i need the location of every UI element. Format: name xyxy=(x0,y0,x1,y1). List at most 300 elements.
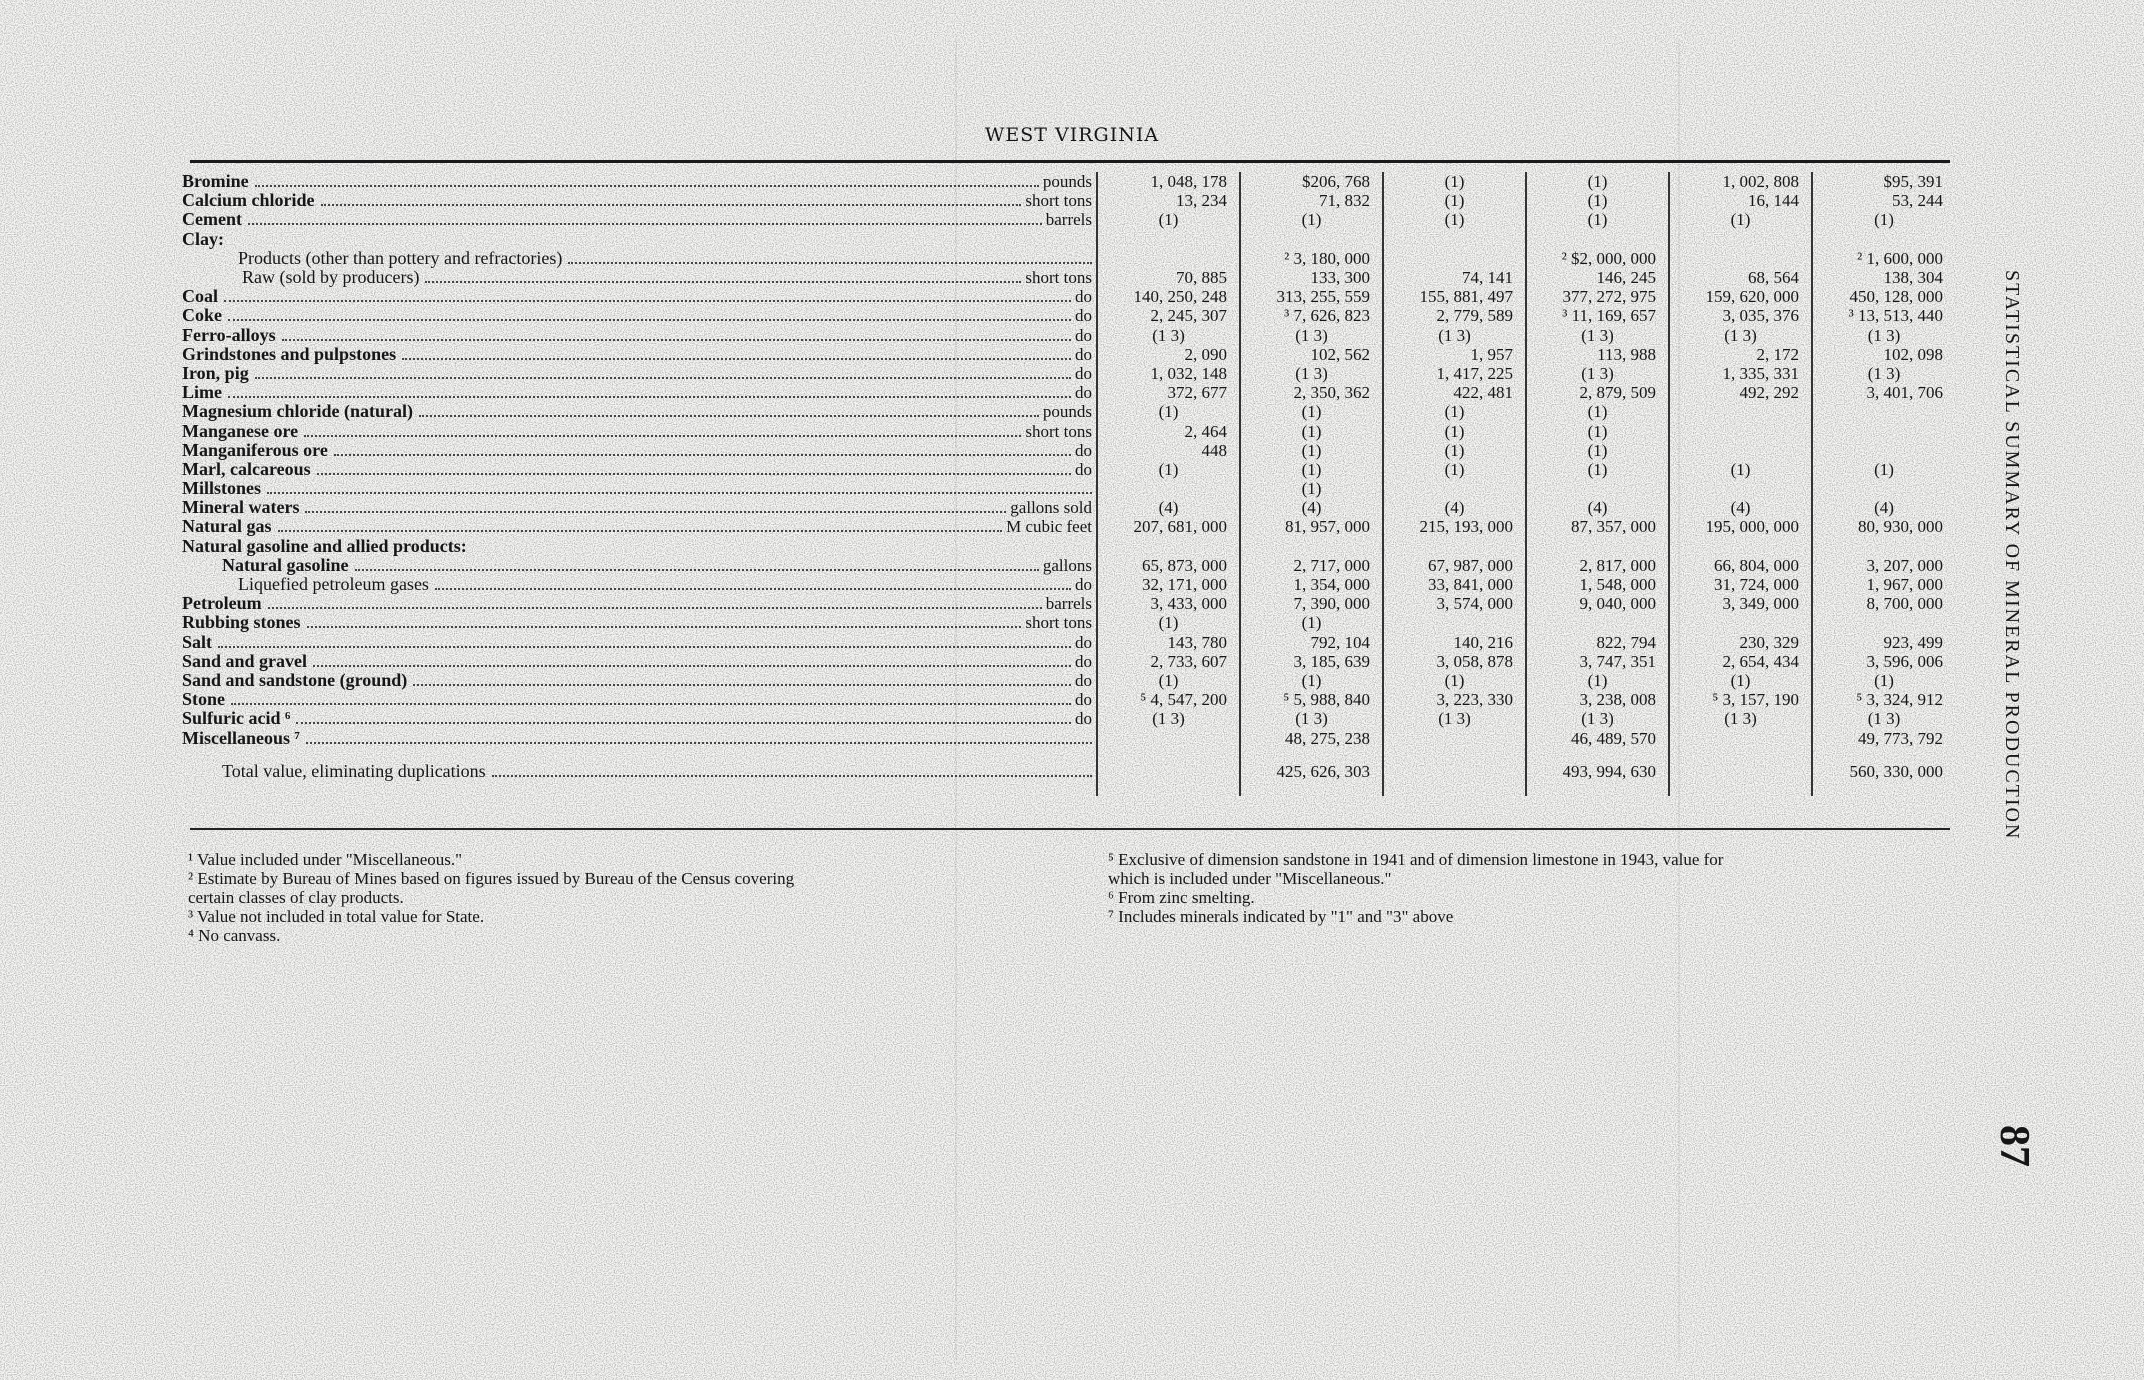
dot-leader xyxy=(248,223,1042,225)
table-cell: (1) xyxy=(1669,210,1812,229)
table-cell: 1, 548, 000 xyxy=(1526,575,1669,594)
footnote-line: ⁶ From zinc smelting. xyxy=(1108,888,1255,907)
row-label: Liquefied petroleum gases xyxy=(238,574,429,595)
table-cell: 195, 000, 000 xyxy=(1669,517,1812,536)
table-row xyxy=(182,306,1955,325)
table-cell: 2, 879, 509 xyxy=(1526,383,1669,402)
table-cell: ⁵ 4, 547, 200 xyxy=(1097,690,1240,709)
table-cell: (4) xyxy=(1669,498,1812,517)
footnote-line: certain classes of clay products. xyxy=(188,888,404,907)
table-cell: (1) xyxy=(1383,671,1526,690)
table-cell: 49, 773, 792 xyxy=(1812,728,1955,747)
table-cell: (1) xyxy=(1526,421,1669,440)
table-cell: 3, 035, 376 xyxy=(1669,306,1812,325)
page-title: WEST VIRGINIA xyxy=(984,124,1160,146)
table-cell: 3, 574, 000 xyxy=(1383,594,1526,613)
row-unit: short tons xyxy=(1025,613,1092,633)
table-cell: 2, 717, 000 xyxy=(1240,556,1383,575)
table-cell: 159, 620, 000 xyxy=(1669,287,1812,306)
table-cell: (4) xyxy=(1526,498,1669,517)
table-row xyxy=(182,210,1955,229)
dot-leader xyxy=(568,262,1092,264)
footnote-line: ⁷ Includes minerals indicated by "1" and "3" above xyxy=(1108,907,1454,926)
table-cell: 560, 330, 000 xyxy=(1812,748,1955,796)
table-cell: (1) xyxy=(1097,402,1240,421)
table-row xyxy=(182,594,1955,613)
table-cell xyxy=(1526,230,1669,249)
table-cell: 71, 832 xyxy=(1240,191,1383,210)
table-cell: 2, 090 xyxy=(1097,345,1240,364)
table-cell xyxy=(1812,230,1955,249)
row-label: Sand and sandstone (ground) xyxy=(182,670,408,690)
table-row xyxy=(182,575,1955,594)
row-unit: do xyxy=(1075,363,1092,383)
footnote-rule xyxy=(190,828,1950,830)
table-cell: (1) xyxy=(1383,210,1526,229)
row-label: Natural gasoline and allied products: xyxy=(182,536,467,556)
table-cell: 3, 185, 639 xyxy=(1240,652,1383,671)
table-cell: 3, 058, 878 xyxy=(1383,652,1526,671)
row-unit: M cubic feet xyxy=(1006,517,1092,537)
table-cell: 3, 401, 706 xyxy=(1812,383,1955,402)
total-row xyxy=(182,748,1955,796)
table-cell: (1) xyxy=(1383,460,1526,479)
table-cell: (1) xyxy=(1812,210,1955,229)
top-rule xyxy=(190,160,1950,163)
table-row xyxy=(182,479,1955,498)
row-unit: do xyxy=(1075,325,1092,345)
table-cell: 1, 002, 808 xyxy=(1669,172,1812,191)
table-cell: 2, 350, 362 xyxy=(1240,383,1383,402)
row-label: Cement xyxy=(182,210,242,230)
dot-leader xyxy=(304,435,1021,437)
table-cell xyxy=(1383,249,1526,268)
table-cell: (1 3) xyxy=(1812,709,1955,728)
table-cell: (1 3) xyxy=(1526,709,1669,728)
table-cell xyxy=(1383,748,1526,796)
table-cell xyxy=(1669,441,1812,460)
table-cell: (1) xyxy=(1526,210,1669,229)
table-cell: (1) xyxy=(1669,671,1812,690)
table-cell: (1 3) xyxy=(1383,326,1526,345)
footnote-line: ³ Value not included in total value for State. xyxy=(188,907,485,926)
table-cell: 8, 700, 000 xyxy=(1812,594,1955,613)
row-label: Total value, eliminating duplications xyxy=(222,761,486,782)
row-unit: short tons xyxy=(1025,191,1092,211)
footnote-line: ⁵ Exclusive of dimension sandstone in 1941 and of dimension limestone in 1943, value for xyxy=(1108,850,1724,869)
row-unit: gallons xyxy=(1042,555,1092,575)
table-cell xyxy=(1526,613,1669,632)
table-cell: 133, 300 xyxy=(1240,268,1383,287)
table-cell xyxy=(1383,613,1526,632)
table-row xyxy=(182,191,1955,210)
table-cell: (4) xyxy=(1240,498,1383,517)
dot-leader xyxy=(435,588,1071,590)
table-row xyxy=(182,728,1955,747)
table-cell: 48, 275, 238 xyxy=(1240,728,1383,747)
table-cell: 1, 417, 225 xyxy=(1383,364,1526,383)
table-cell: 792, 104 xyxy=(1240,633,1383,652)
dot-leader xyxy=(306,742,1092,744)
table-cell: 7, 390, 000 xyxy=(1240,594,1383,613)
table-cell: 3, 747, 351 xyxy=(1526,652,1669,671)
table-cell: (1) xyxy=(1240,479,1383,498)
table-cell: 140, 250, 248 xyxy=(1097,287,1240,306)
table-row xyxy=(182,287,1955,306)
table-cell xyxy=(1097,748,1240,796)
table-row xyxy=(182,460,1955,479)
table-cell: (1) xyxy=(1240,671,1383,690)
table-cell: 13, 234 xyxy=(1097,191,1240,210)
table-cell: (1 3) xyxy=(1240,326,1383,345)
row-unit: do xyxy=(1075,651,1092,671)
row-label: Ferro-alloys xyxy=(182,325,276,345)
table-cell: 493, 994, 630 xyxy=(1526,748,1669,796)
dot-leader xyxy=(268,607,1042,609)
table-cell xyxy=(1812,402,1955,421)
table-row xyxy=(182,652,1955,671)
table-cell: 67, 987, 000 xyxy=(1383,556,1526,575)
table-cell: 215, 193, 000 xyxy=(1383,517,1526,536)
row-unit: gallons sold xyxy=(1010,498,1092,518)
table-cell: 1, 032, 148 xyxy=(1097,364,1240,383)
table-cell: 140, 216 xyxy=(1383,633,1526,652)
table-cell: (1) xyxy=(1383,172,1526,191)
table-cell: 492, 292 xyxy=(1669,383,1812,402)
table-cell: (1) xyxy=(1526,172,1669,191)
table-cell: (1 3) xyxy=(1669,709,1812,728)
table-cell: (1 3) xyxy=(1240,709,1383,728)
row-unit: do xyxy=(1075,670,1092,690)
dot-leader xyxy=(278,530,1003,532)
table-cell: 2, 245, 307 xyxy=(1097,306,1240,325)
footnotes-left xyxy=(188,850,1068,945)
table-cell xyxy=(1669,230,1812,249)
table-cell: 87, 357, 000 xyxy=(1526,517,1669,536)
row-label: Lime xyxy=(182,383,222,403)
row-unit: pounds xyxy=(1042,172,1092,192)
dot-leader xyxy=(296,722,1071,724)
row-unit: do xyxy=(1075,440,1092,460)
row-label: Iron, pig xyxy=(182,363,249,383)
table-cell: (1) xyxy=(1097,613,1240,632)
table-row xyxy=(182,230,1955,249)
table-cell: 372, 677 xyxy=(1097,383,1240,402)
row-unit: do xyxy=(1075,690,1092,710)
row-unit: do xyxy=(1075,306,1092,326)
table-cell: (1) xyxy=(1812,460,1955,479)
row-label: Stone xyxy=(182,690,226,710)
table-cell xyxy=(1097,728,1240,747)
table-cell: 2, 172 xyxy=(1669,345,1812,364)
row-label: Rubbing stones xyxy=(182,613,301,633)
table-cell xyxy=(1240,537,1383,556)
table-cell: 3, 349, 000 xyxy=(1669,594,1812,613)
table-row xyxy=(182,556,1955,575)
table-cell: ³ 11, 169, 657 xyxy=(1526,306,1669,325)
row-label: Manganese ore xyxy=(182,421,299,441)
table-cell: 2, 464 xyxy=(1097,421,1240,440)
table-cell: 3, 596, 006 xyxy=(1812,652,1955,671)
table-cell: 74, 141 xyxy=(1383,268,1526,287)
table-cell xyxy=(1097,537,1240,556)
row-unit: do xyxy=(1075,459,1092,479)
table-row xyxy=(182,345,1955,364)
footnote-line: which is included under "Miscellaneous." xyxy=(1108,869,1392,888)
footnotes-right xyxy=(1108,850,1958,926)
row-label: Marl, calcareous xyxy=(182,459,311,479)
table-cell: 3, 207, 000 xyxy=(1812,556,1955,575)
table-cell: 3, 223, 330 xyxy=(1383,690,1526,709)
table-cell: 70, 885 xyxy=(1097,268,1240,287)
table-cell xyxy=(1383,230,1526,249)
table-cell: (1 3) xyxy=(1097,326,1240,345)
table-row xyxy=(182,172,1955,191)
table-cell: ⁵ 3, 157, 190 xyxy=(1669,690,1812,709)
table-cell xyxy=(1812,441,1955,460)
table-cell xyxy=(1097,230,1240,249)
dot-leader xyxy=(334,454,1071,456)
table-cell: 450, 128, 000 xyxy=(1812,287,1955,306)
table-cell: 2, 779, 589 xyxy=(1383,306,1526,325)
dot-leader xyxy=(413,684,1071,686)
table-cell: (1) xyxy=(1526,441,1669,460)
table-cell: (1) xyxy=(1669,460,1812,479)
row-label: Coal xyxy=(182,287,218,307)
row-label: Natural gas xyxy=(182,517,272,537)
table-cell xyxy=(1812,613,1955,632)
row-unit: short tons xyxy=(1025,421,1092,441)
table-row xyxy=(182,268,1955,287)
table-cell: 422, 481 xyxy=(1383,383,1526,402)
table-cell: 2, 654, 434 xyxy=(1669,652,1812,671)
table-cell: (1) xyxy=(1383,421,1526,440)
table-cell: 1, 354, 000 xyxy=(1240,575,1383,594)
table-cell xyxy=(1669,613,1812,632)
table-cell: ² 3, 180, 000 xyxy=(1240,249,1383,268)
table-cell: 46, 489, 570 xyxy=(1526,728,1669,747)
table-cell xyxy=(1526,479,1669,498)
table-cell: (1) xyxy=(1383,402,1526,421)
row-unit: pounds xyxy=(1042,402,1092,422)
table-row xyxy=(182,498,1955,517)
table-cell: 32, 171, 000 xyxy=(1097,575,1240,594)
table-cell: (4) xyxy=(1812,498,1955,517)
mineral-table xyxy=(182,172,1954,796)
table-cell: (1) xyxy=(1240,613,1383,632)
table-row xyxy=(182,326,1955,345)
row-label: Grindstones and pulpstones xyxy=(182,344,397,364)
table-row xyxy=(182,709,1955,728)
dot-leader xyxy=(231,703,1071,705)
dot-leader xyxy=(425,281,1021,283)
dot-leader xyxy=(355,569,1039,571)
table-cell: (1 3) xyxy=(1812,364,1955,383)
table-cell: 377, 272, 975 xyxy=(1526,287,1669,306)
row-label: Mineral waters xyxy=(182,498,300,518)
table-cell: $95, 391 xyxy=(1812,172,1955,191)
table-cell: (1) xyxy=(1526,191,1669,210)
table-cell: (1) xyxy=(1812,671,1955,690)
table-row xyxy=(182,690,1955,709)
table-cell xyxy=(1526,537,1669,556)
table-cell: 53, 244 xyxy=(1812,191,1955,210)
row-unit: barrels xyxy=(1045,594,1092,614)
table-cell: 822, 794 xyxy=(1526,633,1669,652)
dot-leader xyxy=(267,492,1092,494)
row-label: Sand and gravel xyxy=(182,651,308,671)
dot-leader xyxy=(224,300,1071,302)
table-cell: 65, 873, 000 xyxy=(1097,556,1240,575)
row-label: Magnesium chloride (natural) xyxy=(182,402,413,422)
table-cell: 16, 144 xyxy=(1669,191,1812,210)
table-row xyxy=(182,633,1955,652)
table-cell: 1, 957 xyxy=(1383,345,1526,364)
dot-leader xyxy=(255,185,1039,187)
table-cell: (1) xyxy=(1240,210,1383,229)
footnote-line: ⁴ No canvass. xyxy=(188,926,281,945)
table-cell xyxy=(1097,249,1240,268)
dot-leader xyxy=(218,646,1071,648)
table-cell xyxy=(1812,421,1955,440)
table-row xyxy=(182,671,1955,690)
table-cell: ² $2, 000, 000 xyxy=(1526,249,1669,268)
row-label: Clay: xyxy=(182,229,224,249)
table-cell: ⁵ 3, 324, 912 xyxy=(1812,690,1955,709)
table-cell xyxy=(1669,249,1812,268)
row-label: Coke xyxy=(182,306,222,326)
row-unit: do xyxy=(1075,709,1092,729)
table-cell: (1 3) xyxy=(1526,364,1669,383)
dot-leader xyxy=(305,511,1006,513)
table-cell xyxy=(1812,537,1955,556)
table-cell: 1, 967, 000 xyxy=(1812,575,1955,594)
table-cell xyxy=(1669,479,1812,498)
footnote-line: ¹ Value included under "Miscellaneous." xyxy=(188,850,463,869)
table-cell: (1) xyxy=(1240,402,1383,421)
table-cell: 138, 304 xyxy=(1812,268,1955,287)
table-cell: (1) xyxy=(1383,191,1526,210)
table-cell: (4) xyxy=(1383,498,1526,517)
dot-leader xyxy=(317,473,1071,475)
row-unit: do xyxy=(1075,344,1092,364)
table-cell: 425, 626, 303 xyxy=(1240,748,1383,796)
table-row xyxy=(182,537,1955,556)
dot-leader xyxy=(419,415,1039,417)
table-row xyxy=(182,383,1955,402)
dot-leader xyxy=(313,665,1071,667)
dot-leader xyxy=(492,775,1092,777)
table-cell: 80, 930, 000 xyxy=(1812,517,1955,536)
footnote-line: ² Estimate by Bureau of Mines based on figures issued by Bureau of the Census covering xyxy=(188,869,795,888)
table-cell: 3, 433, 000 xyxy=(1097,594,1240,613)
row-label: Millstones xyxy=(182,479,261,499)
row-label: Salt xyxy=(182,632,213,652)
table-cell: 923, 499 xyxy=(1812,633,1955,652)
table-cell: (1) xyxy=(1097,460,1240,479)
row-unit: do xyxy=(1075,287,1092,307)
row-unit: do xyxy=(1075,575,1092,595)
table-cell xyxy=(1812,479,1955,498)
row-label: Raw (sold by producers) xyxy=(242,267,420,288)
table-cell: (1 3) xyxy=(1669,326,1812,345)
table-cell xyxy=(1669,537,1812,556)
table-cell: $206, 768 xyxy=(1240,172,1383,191)
table-cell xyxy=(1669,421,1812,440)
table-cell: 1, 048, 178 xyxy=(1097,172,1240,191)
table-cell: 9, 040, 000 xyxy=(1526,594,1669,613)
dot-leader xyxy=(282,339,1071,341)
table-cell xyxy=(1383,479,1526,498)
table-cell: ² 1, 600, 000 xyxy=(1812,249,1955,268)
table-cell: 33, 841, 000 xyxy=(1383,575,1526,594)
table-cell: (1 3) xyxy=(1097,709,1240,728)
row-label: Manganiferous ore xyxy=(182,440,328,460)
table-cell xyxy=(1669,748,1812,796)
table-row xyxy=(182,613,1955,632)
table-row xyxy=(182,421,1955,440)
table-cell: 155, 881, 497 xyxy=(1383,287,1526,306)
table-cell: 102, 562 xyxy=(1240,345,1383,364)
table-cell xyxy=(1669,402,1812,421)
row-label: Natural gasoline xyxy=(222,555,349,575)
table-cell: (1 3) xyxy=(1526,326,1669,345)
page-number: 87 xyxy=(1991,1125,2037,1167)
table-cell: 313, 255, 559 xyxy=(1240,287,1383,306)
row-unit: barrels xyxy=(1045,210,1092,230)
table-cell: 102, 098 xyxy=(1812,345,1955,364)
table-cell: (1) xyxy=(1526,460,1669,479)
row-label: Sulfuric acid ⁶ xyxy=(182,709,291,729)
table-cell: 448 xyxy=(1097,441,1240,460)
table-cell: ³ 13, 513, 440 xyxy=(1812,306,1955,325)
table-row xyxy=(182,441,1955,460)
table-cell: (4) xyxy=(1097,498,1240,517)
table-cell: ³ 7, 626, 823 xyxy=(1240,306,1383,325)
table-cell: 230, 329 xyxy=(1669,633,1812,652)
table-cell: (1) xyxy=(1526,402,1669,421)
table-cell: 2, 733, 607 xyxy=(1097,652,1240,671)
table-cell: 68, 564 xyxy=(1669,268,1812,287)
table-cell: 143, 780 xyxy=(1097,633,1240,652)
table-cell xyxy=(1383,537,1526,556)
table-cell: 113, 988 xyxy=(1526,345,1669,364)
table-cell xyxy=(1383,728,1526,747)
table-cell: 207, 681, 000 xyxy=(1097,517,1240,536)
table-cell: (1 3) xyxy=(1240,364,1383,383)
table-cell: (1) xyxy=(1383,441,1526,460)
table-cell: (1) xyxy=(1097,671,1240,690)
dot-leader xyxy=(321,204,1022,206)
table-row xyxy=(182,402,1955,421)
table-cell: 1, 335, 331 xyxy=(1669,364,1812,383)
table-cell: (1) xyxy=(1240,460,1383,479)
row-label: Calcium chloride xyxy=(182,191,315,211)
table-cell: 2, 817, 000 xyxy=(1526,556,1669,575)
table-cell: (1 3) xyxy=(1812,326,1955,345)
row-unit: do xyxy=(1075,632,1092,652)
row-unit: short tons xyxy=(1025,268,1092,288)
dot-leader xyxy=(228,319,1071,321)
table-cell: (1) xyxy=(1240,421,1383,440)
table-cell: (1) xyxy=(1526,671,1669,690)
table-cell: 146, 245 xyxy=(1526,268,1669,287)
row-label: Petroleum xyxy=(182,594,262,614)
table-cell: 66, 804, 000 xyxy=(1669,556,1812,575)
table-cell: 81, 957, 000 xyxy=(1240,517,1383,536)
table-cell: 3, 238, 008 xyxy=(1526,690,1669,709)
table-cell xyxy=(1097,479,1240,498)
